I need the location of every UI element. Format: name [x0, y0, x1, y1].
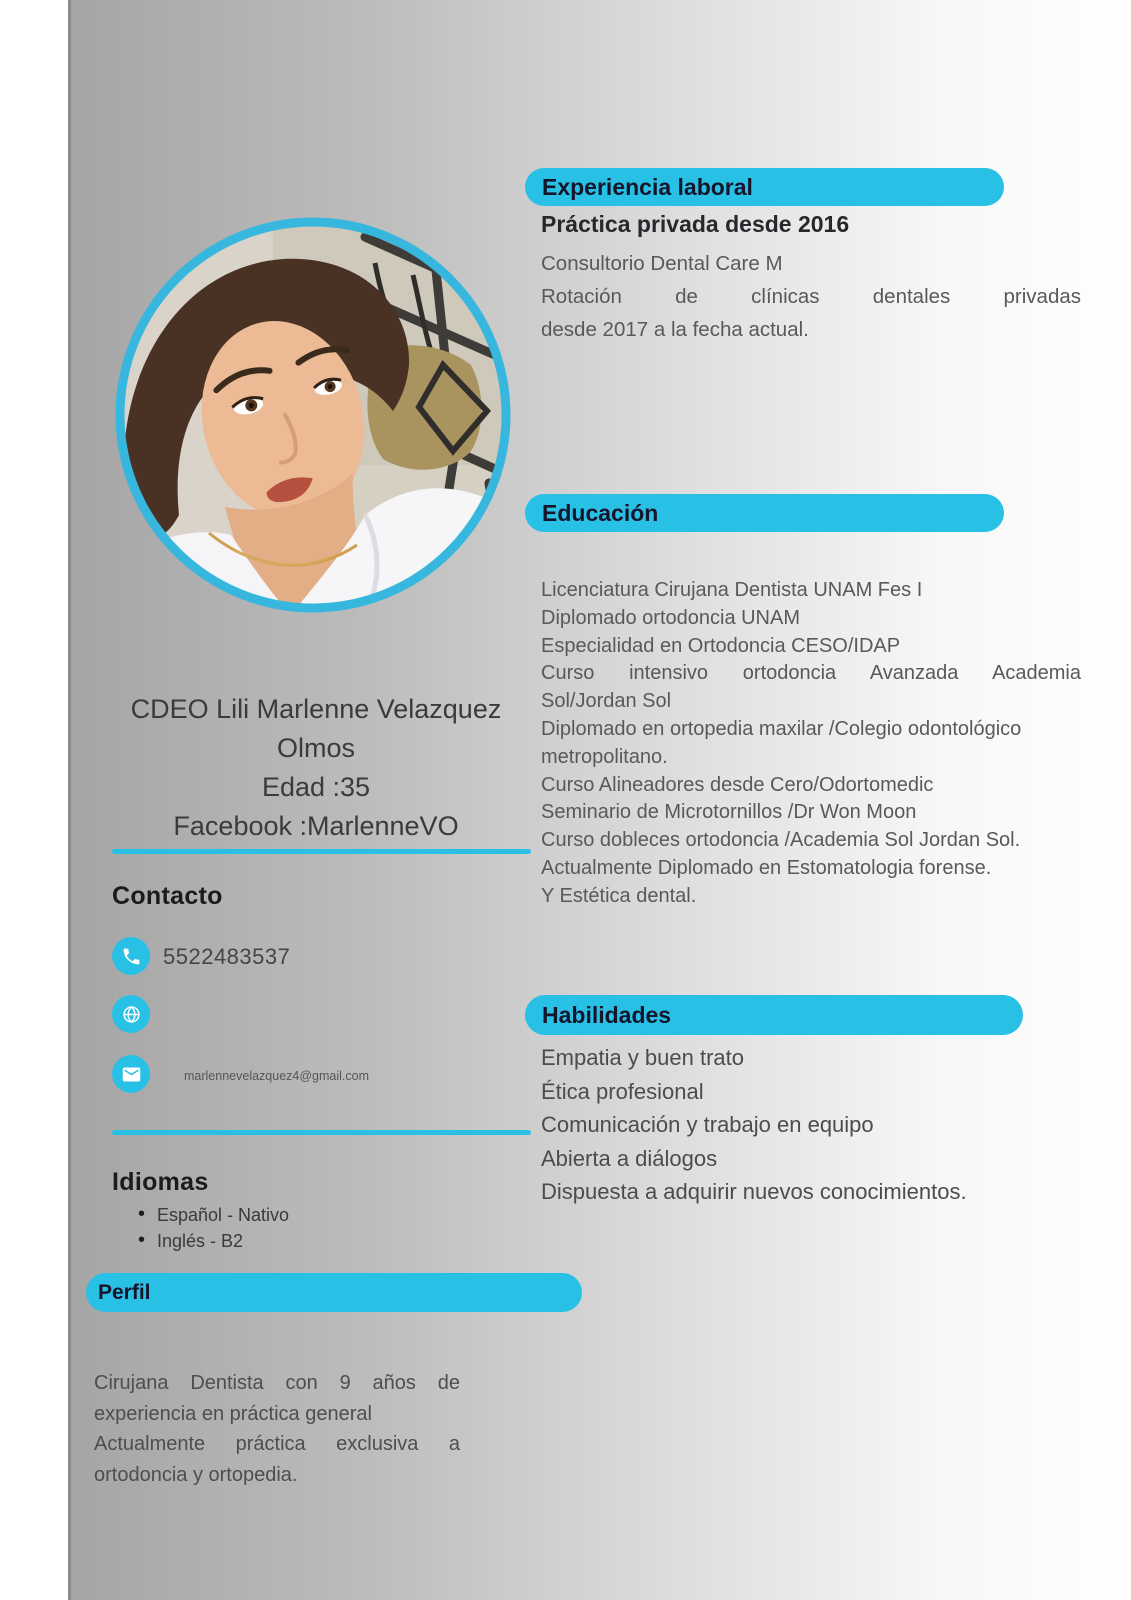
person-detail-line: CDEO Lili Marlenne Velazquez [130, 694, 502, 724]
languages-list [138, 1202, 289, 1254]
experience-section-header [525, 168, 1004, 206]
profile-text-line: experiencia en práctica general [94, 1402, 372, 1425]
skill-item: Dispuesta a adquirir nuevos conocimientos. [541, 1179, 967, 1204]
skills-section-header [525, 995, 1023, 1035]
education-item: Seminario de Microtornillos /Dr Won Moon [541, 801, 917, 824]
experience-text-line: Consultorio Dental Care M [541, 252, 783, 275]
skill-item: Empatia y buen trato [541, 1045, 745, 1070]
experience-heading-label: Experiencia laboral [542, 173, 753, 200]
profile-paragraph [94, 1368, 460, 1490]
education-item: Especialidad en Ortodoncia CESO/IDAP [541, 634, 901, 657]
skill-item: Comunicación y trabajo en equipo [541, 1112, 874, 1137]
education-item: Diplomado ortodoncia UNAM [541, 606, 801, 629]
email-icon [112, 1055, 150, 1093]
profile-photo [113, 215, 513, 615]
name-block [95, 690, 537, 846]
skills-list [541, 1041, 1101, 1209]
education-item: Actualmente Diplomado en Estomatologia forense. [541, 856, 992, 879]
language-item: • Inglés - B2 [138, 1228, 289, 1254]
education-item: Y Estética dental. [541, 884, 697, 907]
education-item: Licenciatura Cirujana Dentista UNAM Fes I [541, 579, 923, 601]
phone-number: 5522483537 [163, 944, 291, 969]
profile-text-line: Actualmente práctica exclusiva a [94, 1433, 460, 1455]
profile-text-line: ortodoncia y ortopedia. [94, 1463, 298, 1486]
language-item: • Español - Nativo [138, 1202, 289, 1228]
divider-line [112, 1130, 531, 1135]
person-detail-line: Facebook :MarlenneVO [173, 811, 459, 841]
profile-section-header [86, 1273, 582, 1312]
education-item: Sol/Jordan Sol [541, 690, 672, 713]
experience-text-line: desde 2017 a la fecha actual. [541, 318, 809, 341]
experience-job-title: Práctica privada desde 2016 [541, 211, 850, 237]
profile-heading-label: Perfil [98, 1280, 151, 1304]
education-item: metropolitano. [541, 745, 668, 768]
education-item: Diplomado en ortopedia maxilar /Colegio odontológico [541, 717, 1022, 740]
skill-item: Ética profesional [541, 1078, 704, 1104]
experience-text-line: Rotación de clínicas dentales privadas [541, 285, 1081, 308]
profile-text-line: Cirujana Dentista con 9 años de [94, 1372, 460, 1394]
languages-heading: Idiomas [112, 1168, 209, 1196]
skills-heading-label: Habilidades [542, 1001, 672, 1028]
experience-details [541, 247, 1081, 346]
education-item: Curso Alineadores desde Cero/Odortomedic [541, 773, 934, 796]
divider-line [112, 849, 531, 854]
education-item: Curso intensivo ortodoncia Avanzada Academia [541, 662, 1081, 685]
person-detail-line: Edad :35 [261, 772, 371, 802]
education-heading-label: Educación [542, 499, 659, 526]
phone-icon [112, 937, 150, 975]
contact-heading: Contacto [112, 882, 223, 910]
portrait-illustration [113, 215, 513, 615]
education-item: Curso dobleces ortodoncia /Academia Sol Jordan Sol. [541, 829, 1021, 852]
person-detail-line: Olmos [276, 733, 355, 763]
education-list [541, 577, 1081, 911]
email-address: marlennevelazquez4@gmail.com [184, 1069, 369, 1083]
globe-icon [112, 995, 150, 1033]
skill-item: Abierta a diálogos [541, 1145, 718, 1171]
education-section-header [525, 494, 1004, 532]
